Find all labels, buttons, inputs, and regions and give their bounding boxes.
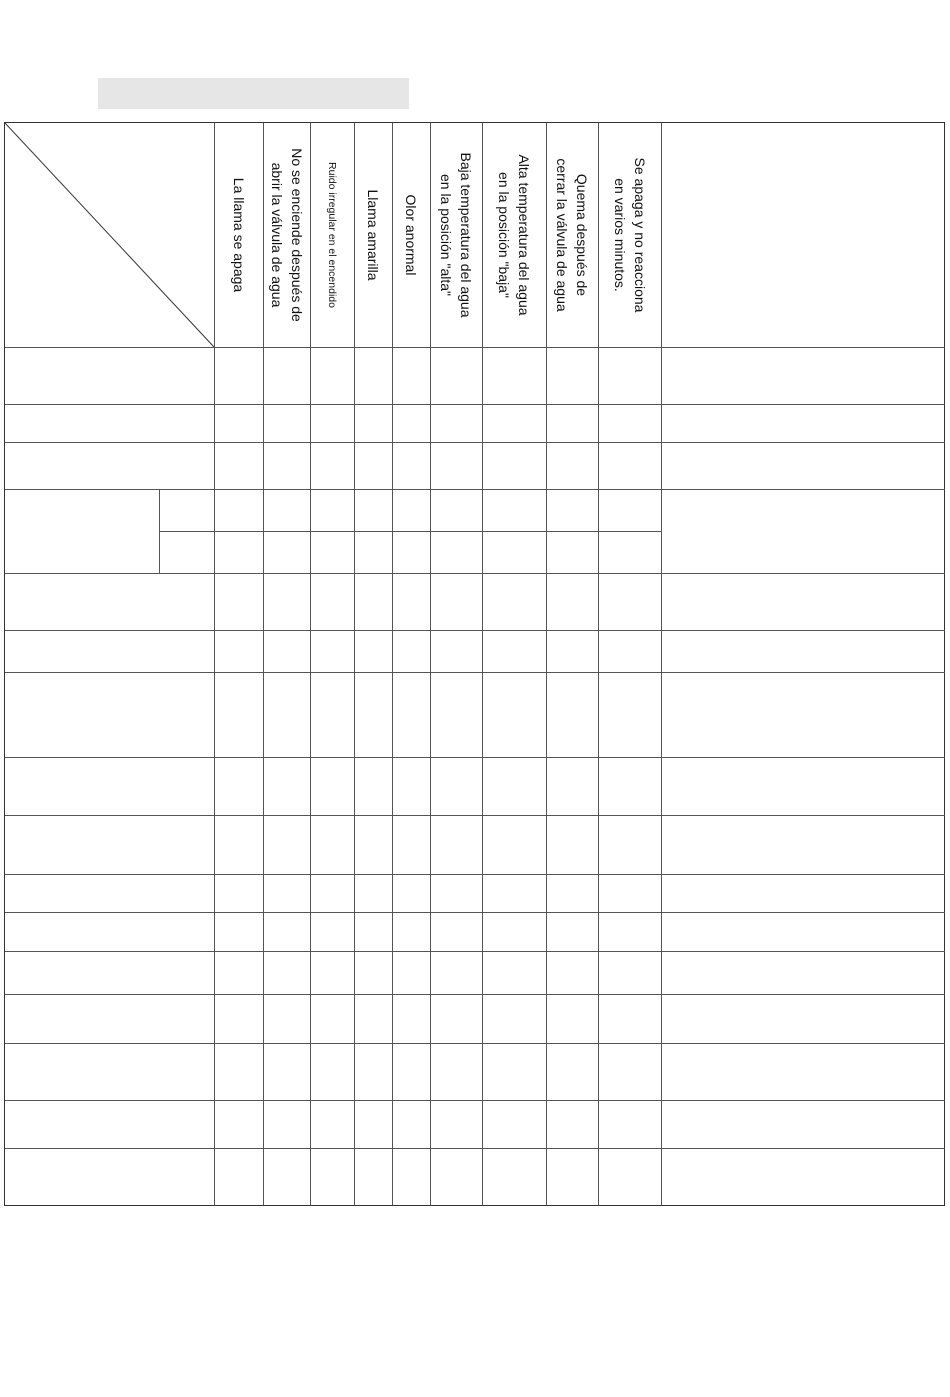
column-header-label: Baja temperatura del agua en la posición "alta" xyxy=(438,152,474,318)
row-rule xyxy=(5,874,945,875)
column-rule xyxy=(354,123,355,1205)
column-rule xyxy=(546,123,547,1205)
column-header-5 xyxy=(392,124,430,346)
column-rule xyxy=(392,123,393,1205)
column-rule xyxy=(661,123,662,1205)
column-header-4 xyxy=(354,124,392,346)
column-header-8 xyxy=(546,124,598,346)
column-rule xyxy=(214,123,215,1205)
row-rule xyxy=(5,912,945,913)
column-header-label: Alta temperatura del agua en la posición "baja" xyxy=(496,154,532,316)
row-rule xyxy=(5,573,945,574)
subcolumn-rule xyxy=(159,489,160,573)
row-rule xyxy=(5,630,945,631)
column-header-label: La llama se apaga xyxy=(230,177,247,293)
column-header-label: Ruido irregular en el encendido xyxy=(326,162,338,308)
row-rule xyxy=(5,404,945,405)
column-rule xyxy=(310,123,311,1205)
column-header-3 xyxy=(310,124,354,346)
row-rule xyxy=(5,815,945,816)
column-header-9 xyxy=(598,124,661,346)
column-header-7 xyxy=(482,124,546,346)
row-rule xyxy=(5,672,945,673)
column-rule xyxy=(263,123,264,1205)
row-rule xyxy=(5,489,945,490)
column-rule xyxy=(430,123,431,1205)
column-header-label: Se apaga y no reacciona en varios minutos. xyxy=(611,157,648,313)
column-header-6 xyxy=(430,124,482,346)
row-rule xyxy=(5,442,945,443)
header-bottom-rule xyxy=(5,347,945,348)
row-rule xyxy=(5,1100,945,1101)
row-rule xyxy=(5,994,945,995)
row-rule xyxy=(5,757,945,758)
column-rule xyxy=(598,123,599,1205)
column-header-label: Quema después de cerrar la válvula de agua xyxy=(554,158,590,312)
row-rule xyxy=(5,951,945,952)
column-header-label: Llama amarilla xyxy=(365,189,381,281)
row-rule xyxy=(5,1043,945,1044)
column-rule xyxy=(482,123,483,1205)
column-header-2 xyxy=(263,124,310,346)
row-rule xyxy=(5,1148,945,1149)
column-header-label: Olor anormal xyxy=(403,194,419,276)
subrow-rule xyxy=(159,531,661,532)
column-header-1 xyxy=(214,124,263,346)
column-header-label: No se enciende después de abrir la válvula de agua xyxy=(268,148,305,322)
